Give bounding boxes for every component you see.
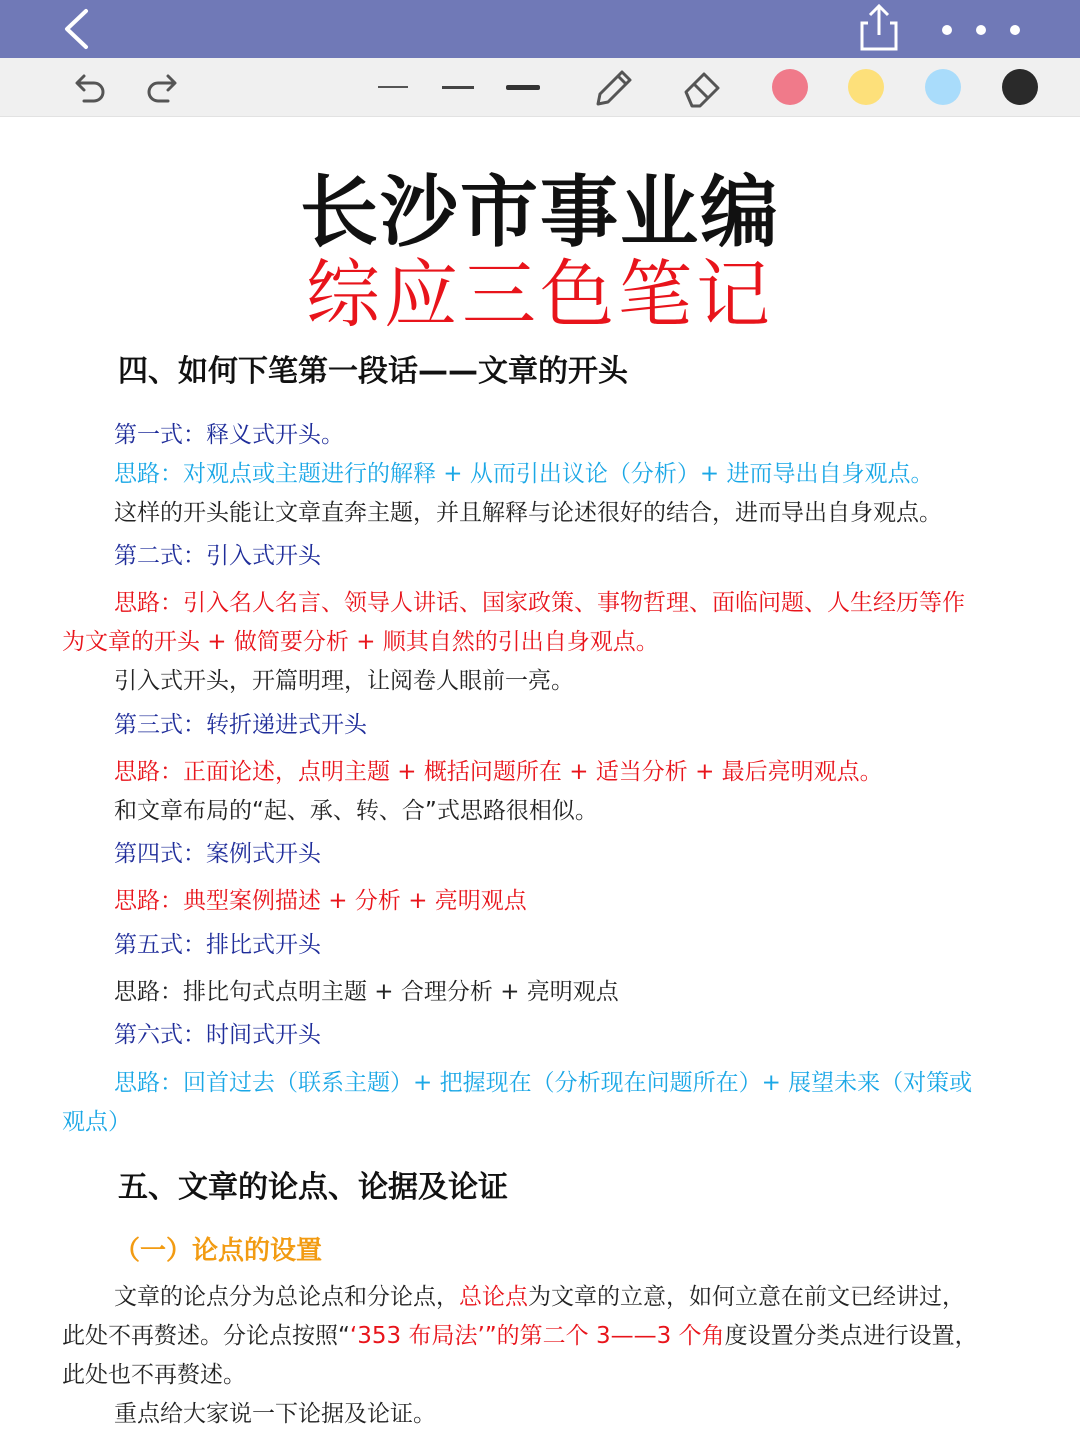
- style1-idea: 思路：对观点或主题进行的解释 + 从而引出议论（分析）+ 进而导出自身观点。: [114, 461, 934, 487]
- title-main: 长沙市事业编: [299, 167, 780, 258]
- back-chevron-icon[interactable]: [58, 8, 98, 50]
- share-icon[interactable]: [856, 3, 902, 53]
- p2-text-a: 此处不再赘述。分论点按照“: [62, 1323, 350, 1349]
- thin-stroke-icon[interactable]: [376, 66, 410, 108]
- style1-name: 第一式：释义式开头。: [114, 422, 344, 448]
- style4-idea: 思路：典型案例描述 + 分析 + 亮明观点: [114, 888, 527, 914]
- p1-text-c: 为文章的立意，如何立意在前文已经讲过，: [528, 1284, 965, 1310]
- paragraph-line3: 此处也不再赘述。: [62, 1362, 246, 1388]
- undo-icon[interactable]: [68, 66, 108, 108]
- style5-idea: 思路：排比句式点明主题 + 合理分析 + 亮明观点: [114, 979, 619, 1005]
- style5-name: 第五式：排比式开头: [114, 932, 321, 958]
- paragraph-line1: [114, 1281, 965, 1313]
- style2-idea-line1: 思路：引入名人名言、领导人讲话、国家政策、事物哲理、面临问题、人生经历等作: [114, 590, 965, 616]
- color-pink-button[interactable]: [770, 66, 810, 108]
- pen-icon[interactable]: [590, 66, 636, 108]
- paragraph-line2: [62, 1320, 978, 1352]
- thick-stroke-icon[interactable]: [504, 66, 542, 108]
- annotation-toolbar: [0, 58, 1080, 117]
- style2-note: 引入式开头，开篇明理，让阅卷人眼前一亮。: [114, 668, 574, 694]
- style3-note: 和文章布局的“起、承、转、合”式思路很相似。: [114, 798, 598, 824]
- title-sub: 综应三色笔记: [306, 252, 774, 338]
- medium-stroke-icon[interactable]: [440, 66, 476, 108]
- p2-text-c: 度设置分类点进行设置，: [724, 1323, 978, 1349]
- style6-name: 第六式：时间式开头: [114, 1022, 321, 1048]
- color-black-button[interactable]: [1000, 66, 1040, 108]
- color-lightblue-button[interactable]: [923, 66, 963, 108]
- document-page: [0, 116, 1080, 1440]
- paragraph-line4: 重点给大家说一下论据及论证。: [114, 1401, 436, 1427]
- style2-idea-line2: 为文章的开头 + 做简要分析 + 顺其自然的引出自身观点。: [62, 629, 659, 655]
- style3-idea: 思路：正面论述，点明主题 + 概括问题所在 + 适当分析 + 最后亮明观点。: [114, 759, 883, 785]
- style6-idea-line2: 观点）: [62, 1109, 131, 1135]
- section4-heading: 四、如何下笔第一段话——文章的开头: [118, 354, 628, 389]
- section5-heading: 五、文章的论点、论据及论证: [118, 1170, 508, 1205]
- style3-name: 第三式：转折递进式开头: [114, 712, 367, 738]
- redo-icon[interactable]: [144, 66, 184, 108]
- section5-subheading: （一）论点的设置: [114, 1236, 323, 1266]
- more-options-icon[interactable]: [935, 18, 1035, 42]
- p2-highlight: ‘353 布局法’”的第二个 3——3 个角: [349, 1323, 725, 1349]
- color-yellow-button[interactable]: [846, 66, 886, 108]
- style1-note: 这样的开头能让文章直奔主题，并且解释与论述很好的结合，进而导出自身观点。: [114, 500, 942, 526]
- app-top-bar: [0, 0, 1080, 58]
- style2-name: 第二式：引入式开头: [114, 543, 321, 569]
- style4-name: 第四式：案例式开头: [114, 841, 321, 867]
- style6-idea-line1: 思路：回首过去（联系主题）+ 把握现在（分析现在问题所在）+ 展望未来（对策或: [114, 1070, 973, 1096]
- p1-text-a: 文章的论点分为总论点和分论点，: [114, 1284, 459, 1310]
- eraser-icon[interactable]: [680, 66, 724, 108]
- p1-highlight: 总论点: [459, 1284, 528, 1310]
